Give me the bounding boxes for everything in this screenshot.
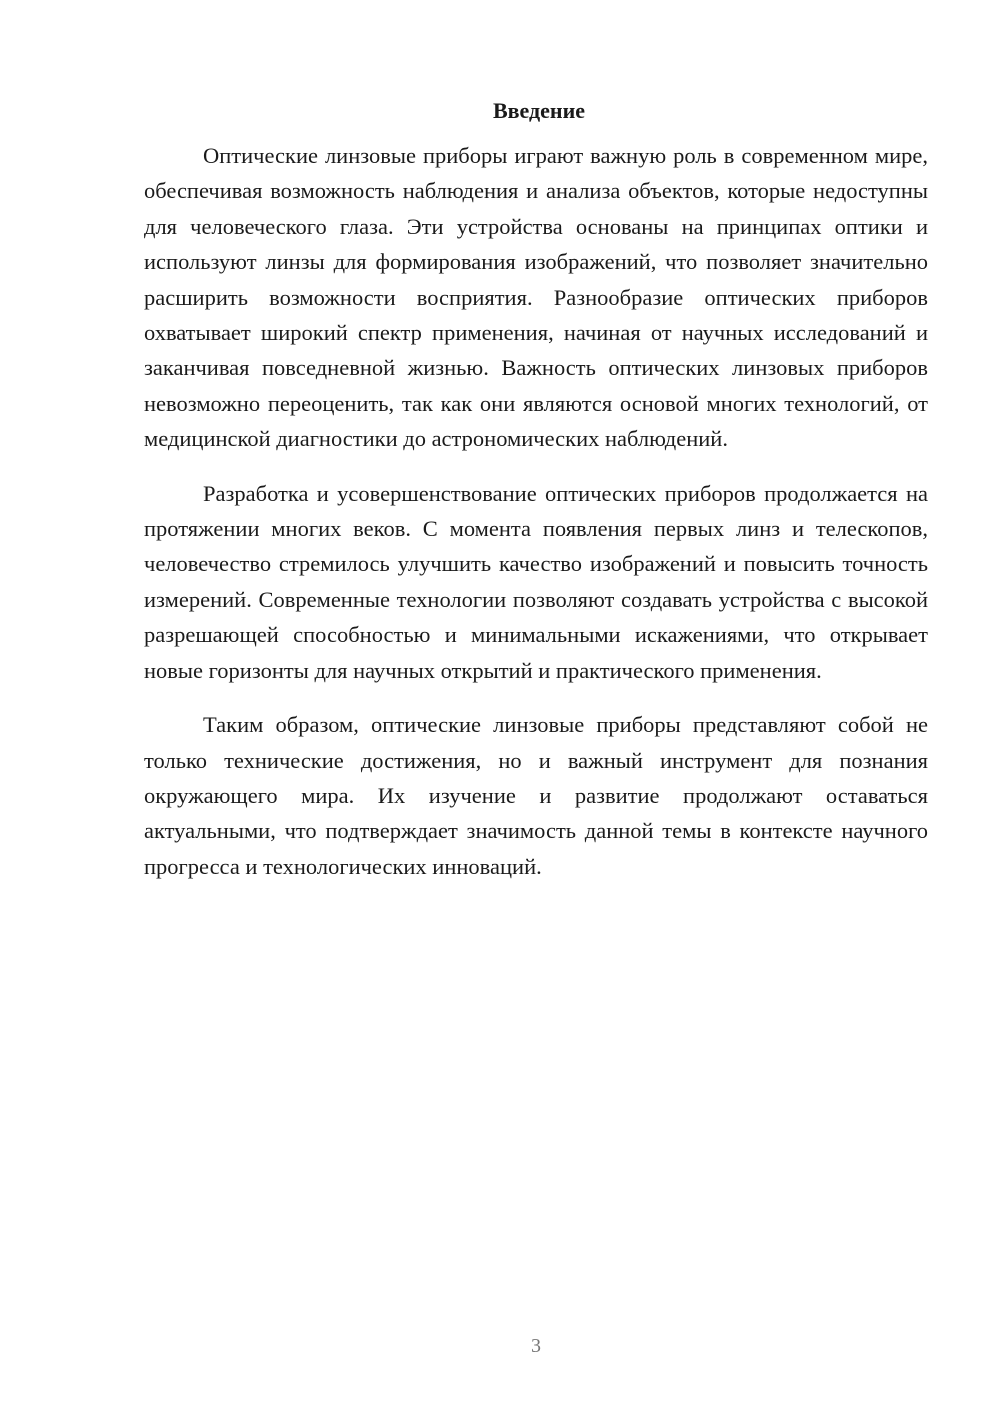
paragraph-3: Таким образом, оптические линзовые приборы представляют собой не только технические достижения, но и важный инструмент для познания окружающего мира. Их изучение и развитие продолжают оставаться актуальными, что подтверждает значимость данной темы в контексте научного прогресса и технологических инноваций. [144,712,928,879]
page-content [144,96,928,903]
section-title: Введение [492,98,586,123]
page-number: 3 [531,1335,541,1357]
paragraph-2: Разработка и усовершенствование оптических приборов продолжается на протяжении многих веков. С момента появления первых линз и телескопов, человечество стремилось улучшить качество изображений и повысить точность измерений. Современные технологии позволяют создавать устройства с высокой разрешающей способностью и минимальными искажениями, что открывает новые горизонты для научных открытий и практического применения. [144,480,928,683]
paragraph-1: Оптические линзовые приборы играют важную роль в современном мире, обеспечивая возможность наблюдения и анализа объектов, которые недоступны для человеческого глаза. Эти устройства основаны на принципах оптики и используют линзы для формирования изображений, что позволяет значительно расширить возможности восприятия. Разнообразие оптических приборов охватывает широкий спектр применения, начиная от научных исследований и заканчивая повседневной жизнью. Важность оптических линзовых приборов невозможно переоценить, так как они являются основой многих технологий, от медицинской диагностики до астрономических наблюдений. [144,143,928,452]
